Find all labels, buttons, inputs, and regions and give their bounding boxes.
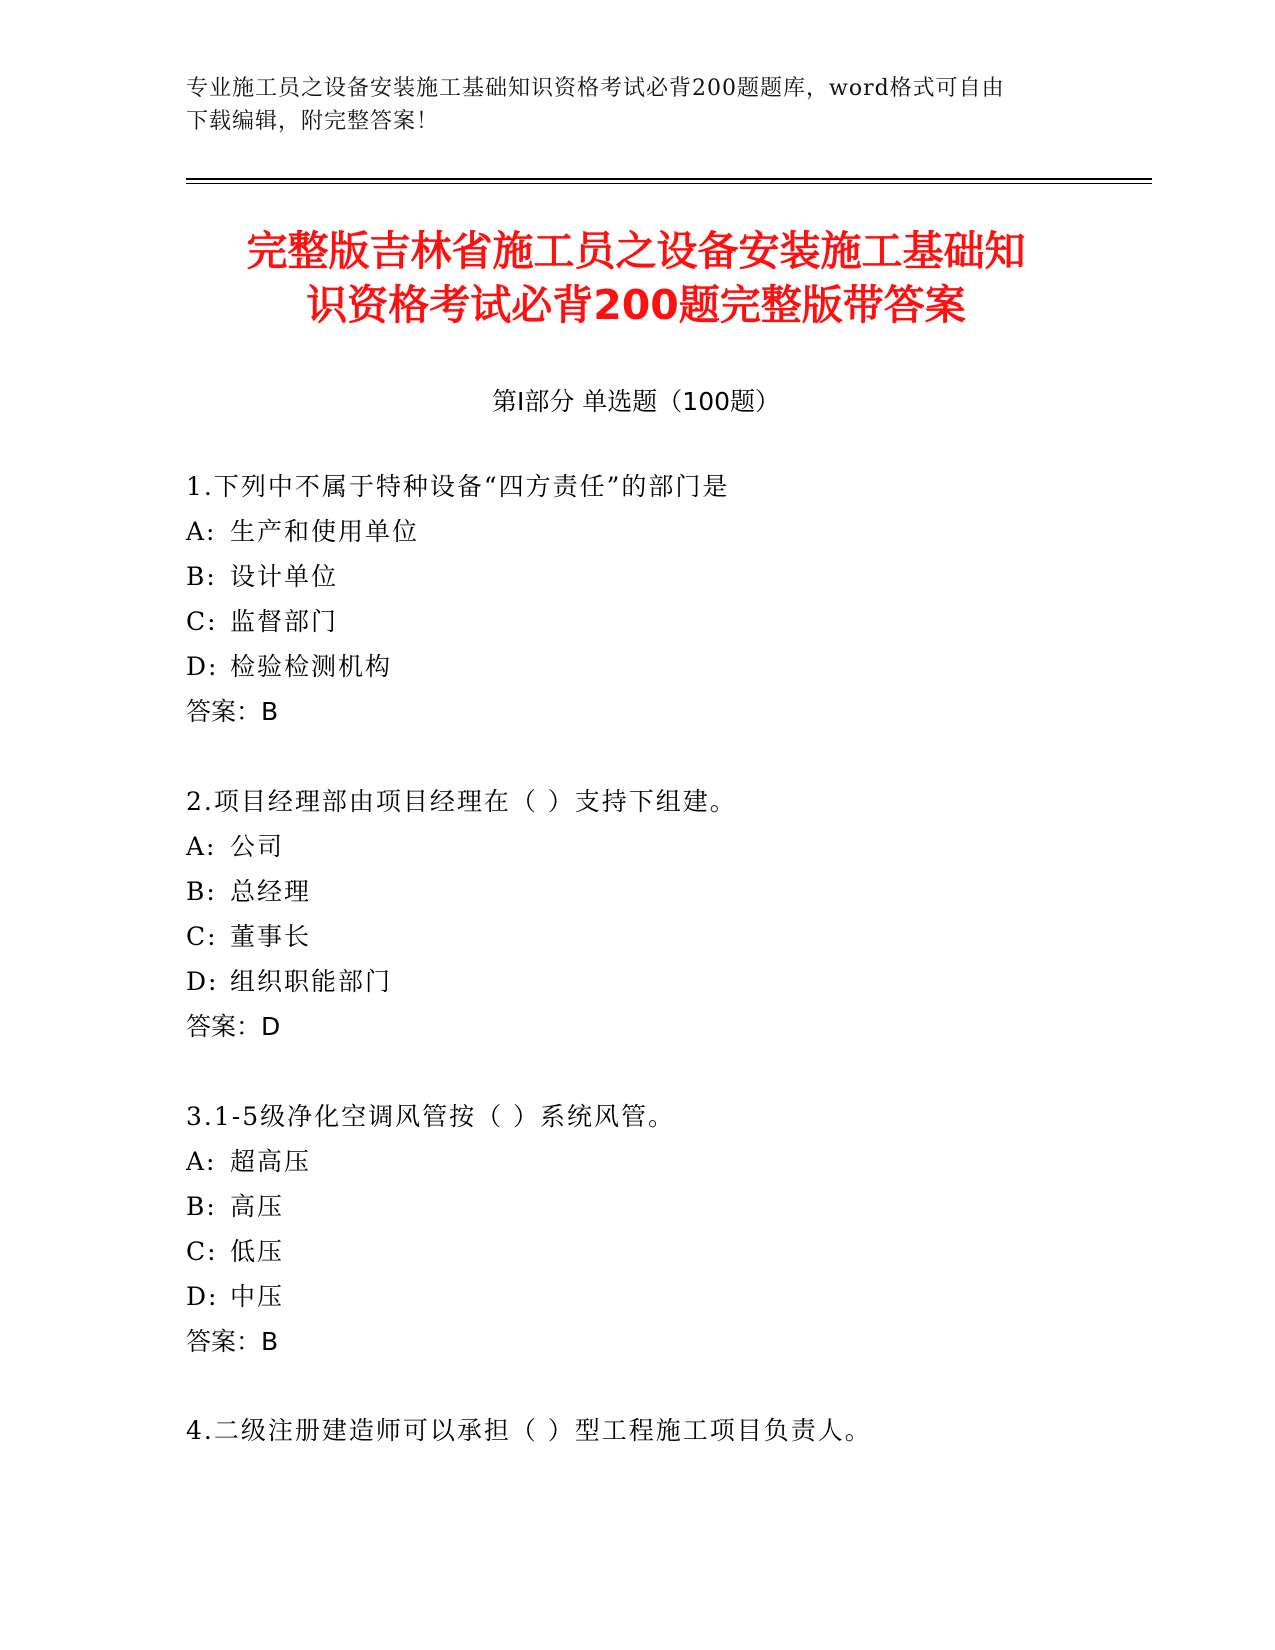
answer-line: 答案：D bbox=[186, 1012, 281, 1041]
option-b bbox=[186, 869, 1146, 914]
option-a bbox=[186, 1139, 1146, 1184]
option-key: B: bbox=[186, 562, 217, 591]
option-text: 低压 bbox=[230, 1237, 285, 1266]
question-1 bbox=[186, 464, 1146, 734]
header-divider-thin bbox=[186, 183, 1152, 184]
header-note-line1: 专业施工员之设备安装施工基础知识资格考试必背200题题库，word格式可自由 bbox=[186, 76, 1005, 101]
option-key: D: bbox=[186, 652, 219, 681]
answer-line: 答案：B bbox=[186, 697, 279, 726]
header-divider-thick bbox=[186, 178, 1152, 180]
option-a bbox=[186, 824, 1146, 869]
option-key: A: bbox=[186, 517, 217, 546]
option-b bbox=[186, 554, 1146, 599]
question-stem: 2.项目经理部由项目经理在（ ）支持下组建。 bbox=[186, 787, 737, 816]
option-d bbox=[186, 959, 1146, 1004]
section-title: 第Ⅰ部分 单选题（100题） bbox=[491, 387, 781, 416]
option-text: 超高压 bbox=[230, 1147, 312, 1176]
option-key: D: bbox=[186, 1282, 219, 1311]
option-c bbox=[186, 599, 1146, 644]
option-text: 中压 bbox=[230, 1282, 285, 1311]
option-d bbox=[186, 644, 1146, 689]
option-key: C: bbox=[186, 1237, 218, 1266]
option-text: 高压 bbox=[230, 1192, 285, 1221]
question-stem: 4.二级注册建造师可以承担（ ）型工程施工项目负责人。 bbox=[186, 1416, 872, 1445]
question-stem: 1.下列中不属于特种设备“四方责任”的部门是 bbox=[186, 472, 730, 501]
document-title bbox=[186, 224, 1086, 332]
option-text: 董事长 bbox=[230, 922, 312, 951]
document-title-line2: 识资格考试必背200题完整版带答案 bbox=[306, 281, 966, 329]
option-key: C: bbox=[186, 922, 218, 951]
option-c bbox=[186, 914, 1146, 959]
option-key: B: bbox=[186, 877, 217, 906]
option-key: A: bbox=[186, 832, 217, 861]
option-text: 生产和使用单位 bbox=[230, 517, 420, 546]
header-note-line2: 下载编辑，附完整答案！ bbox=[186, 109, 440, 134]
option-text: 检验检测机构 bbox=[230, 652, 393, 681]
answer-line: 答案：B bbox=[186, 1327, 279, 1356]
question-3 bbox=[186, 1094, 1146, 1364]
option-text: 组织职能部门 bbox=[230, 967, 393, 996]
option-key: B: bbox=[186, 1192, 217, 1221]
option-key: C: bbox=[186, 607, 218, 636]
option-key: D: bbox=[186, 967, 219, 996]
option-c bbox=[186, 1229, 1146, 1274]
option-b bbox=[186, 1184, 1146, 1229]
option-text: 设计单位 bbox=[230, 562, 339, 591]
question-stem: 3.1-5级净化空调风管按（ ）系统风管。 bbox=[186, 1102, 676, 1131]
header-note bbox=[186, 72, 1066, 138]
option-d bbox=[186, 1274, 1146, 1319]
option-a bbox=[186, 509, 1146, 554]
question-2 bbox=[186, 779, 1146, 1049]
option-text: 监督部门 bbox=[230, 607, 339, 636]
option-text: 总经理 bbox=[230, 877, 312, 906]
question-4 bbox=[186, 1408, 1146, 1453]
option-text: 公司 bbox=[230, 832, 285, 861]
document-title-line1: 完整版吉林省施工员之设备安装施工基础知 bbox=[246, 227, 1026, 275]
option-key: A: bbox=[186, 1147, 217, 1176]
